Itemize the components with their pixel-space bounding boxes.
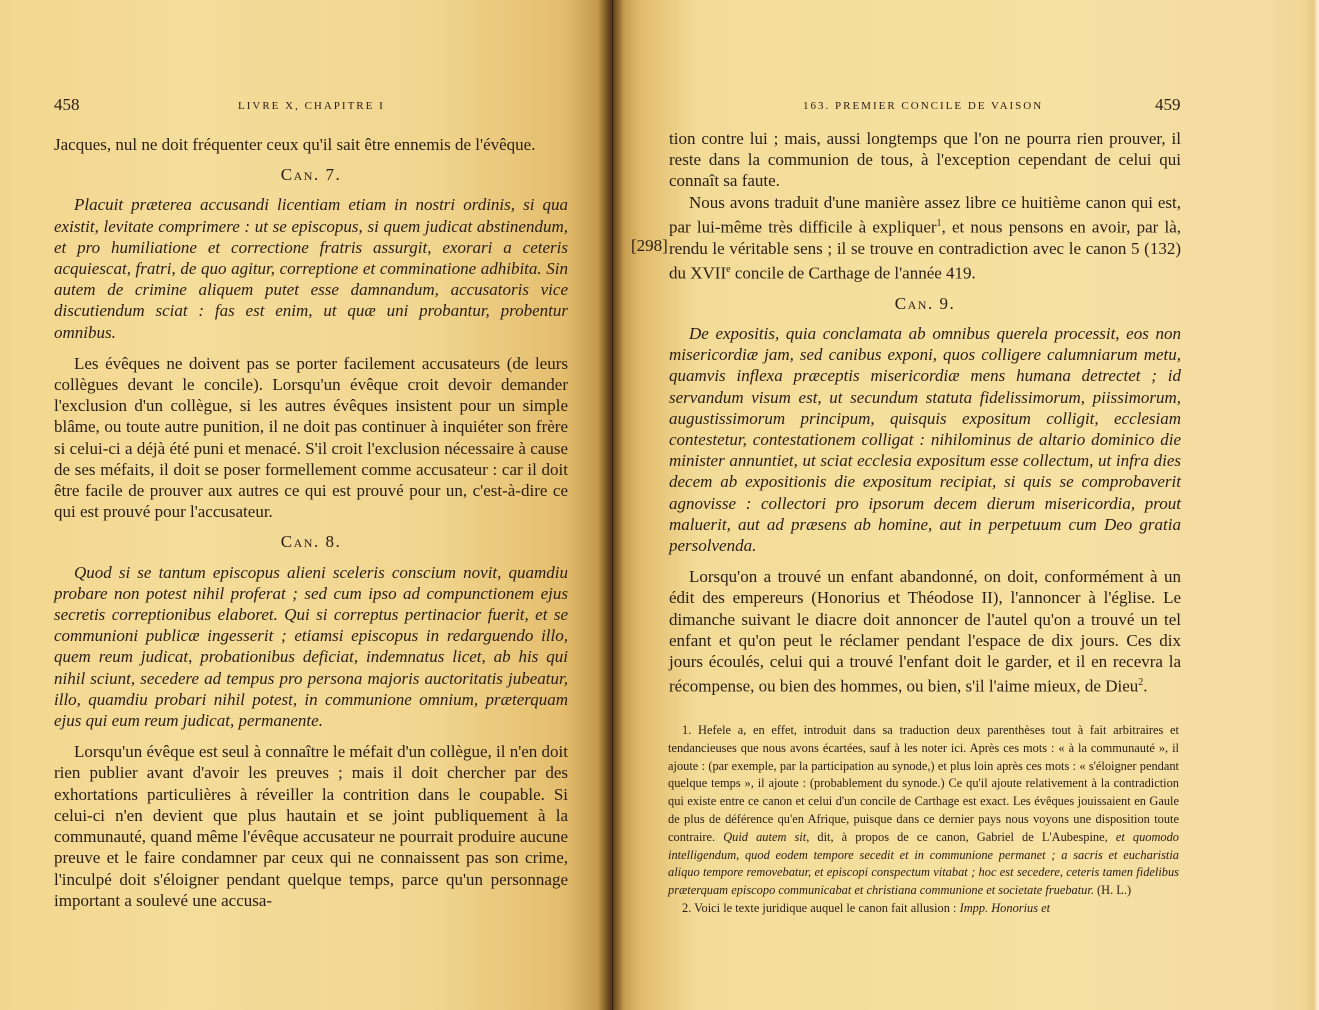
continuation-paragraph: tion contre lui ; mais, aussi longtemps que l'on ne pourra rien prouver, il reste dans la communion de tous, à l'exception cependant de celui qui connaît sa faute. xyxy=(669,129,1181,191)
commentary-text-1: Nous avons traduit d'une manière assez libre ce huitième canon qui est, par lui-même très difficile à expliquer xyxy=(669,192,1181,237)
margin-page-reference: [298] xyxy=(631,236,668,255)
running-head-left: LIVRE X, CHAPITRE I xyxy=(238,100,385,112)
left-page-body xyxy=(54,134,568,911)
footnote-2-latin: Impp. Honorius et xyxy=(959,900,1051,915)
footnotes xyxy=(668,722,1179,918)
footnote-1-attribution: dit, à propos de ce canon, Gabriel de L'Aubespine, xyxy=(817,829,1108,844)
footnote-marker-2: 2 xyxy=(1138,677,1144,689)
canon-8-french: Lorsqu'un évêque est seul à connaître le méfait d'un collègue, il n'en doit rien publier avant d'avoir les preuves ; mais il doit chercher par des exhortations particulières à réveiller la contrition dans le coupable. Si celui-ci n'en devient que plus hautain et se joint publiquement à la communauté, quand même l'évêque accusateur ne pourrait produire aucune preuve et le faire condamner par ceux qui ne connaissent pas son crime, l'inculpé doit s'éloigner pendant quelque temps, parce qu'un personnage important a soulevé une accusa- xyxy=(54,742,569,910)
canon-9-heading: Can. 9. xyxy=(894,293,956,313)
canon-9-french xyxy=(669,566,1181,697)
canon-8-heading: Can. 8. xyxy=(280,532,342,552)
page-number-left: 458 xyxy=(54,95,80,114)
canon-9-latin: De expositis, quia conclamata ab omnibus querela processit, eos non misericordiæ jam, sed canibus exponi, quos colligere calumniarum metu, quamvis inflexa præceptis misericordiæ mens humana detrectet ; id servandum visum est, ut secundum statuta fidelissimorum, piissimorum, augustissimorum principum, quisquis expositum colligit, ecclesiam contestetur, contestationem colligat : nihilominus de altario dominico die minister annuntiet, ut sciat ecclesia expositum esse collectum, ut infra dies decem ab expositionis die expositum recipiat, si quis se comprobaverit agnovisse : collectori pro ipsorum decem dierum misericordia, prout maluerit, aut ad præsens ab homine, aut in perpetuum cum Deo gratia persolvenda. xyxy=(669,323,1181,555)
page-edge xyxy=(1305,0,1319,1010)
commentary-paragraph xyxy=(669,192,1181,284)
footnote-2-text: 2. Voici le texte juridique auquel le canon fait allusion : xyxy=(682,900,960,915)
footnote-1-latin-a: Quid autem sit, xyxy=(715,829,818,844)
canon-7-french: Les évêques ne doivent pas se porter facilement accusateurs (de leurs collègues devant le concile). Lorsqu'un évêque croit devoir demander l'exclusion d'un collègue, si les autres évêques insistent pour un simple blâme, ou toute autre punition, il ne doit pas continuer à inquiéter son frère si celui-ci a déjà été puni et menacé. S'il croit l'exclusion nécessaire à cause de ses méfaits, il doit se poser formellement comme accusateur : car il doit être facile de prouver aux autres ce qui est prouvé pour un, c'est-à-dire ce qui est prouvé pour l'accusateur. xyxy=(54,353,568,522)
canon-7-latin: Placuit præterea accusandi licentiam etiam in nostri ordinis, si qua existit, levitate comprimere : ut se episcopus, si quem judicat abstinendum, et pro humiliatione et correctione fratris assurgit, exorari a ceteris acquiescat, fratri, de quo agitur, correptione et comminatione adhibita. Sin autem de crimine aliquem putet esse damnandum, accusatoris vice discutiendum sciat : fas est enim, ut quæ uni probantur, probentur omnibus. xyxy=(54,195,568,342)
left-page xyxy=(0,0,612,1010)
right-page-body xyxy=(669,128,1181,697)
book-gutter xyxy=(598,0,624,1010)
footnote-marker-1: 1 xyxy=(936,217,942,229)
canon-9-french-text: Lorsqu'on a trouvé un enfant abandonné, on doit, conformément à un édit des empereurs (Honorius et Théodose II), l'annoncer à l'église. Le dimanche suivant le diacre doit annoncer de l'autel qu'on a trouvé un tel enfant et qu'on peut le réclamer pendant l'espace de dix jours. Ces dix jours écoulés, celui qui a trouvé l'enfant doit le garder, et il en recevra la récompense, ou bien des hommes, ou bien, s'il l'aime mieux, de Dieu xyxy=(669,567,1181,696)
page-number-right: 459 xyxy=(1155,95,1181,114)
canon-7-heading: Can. 7. xyxy=(280,165,342,185)
footnote-1-latin-b: et quomodo intelligendum, quod eodem tempore secedit et in communione permanet ; a sacris et eucharistia aliquo tempore removebatur, et episcopi conspectum vitabat ; hoc est secedere, ceteris tamen fidelibus præterquam episcopo communicabat et christiana communione et societate fruebatur. xyxy=(668,829,1179,898)
commentary-text-3: concile de Carthage de l'année 419. xyxy=(730,263,976,283)
footnote-2 xyxy=(668,900,1179,918)
footnote-1 xyxy=(668,722,1179,900)
running-head-right: 163. PREMIER CONCILE DE VAISON xyxy=(803,100,1044,112)
opening-paragraph: Jacques, nul ne doit fréquenter ceux qu'il sait être ennemis de l'évêque. xyxy=(54,135,536,154)
canon-8-latin: Quod si se tantum episcopus alieni sceleris conscium novit, quamdiu probare non potest nihil proferat ; sed cum ipso ad compunctionem ejus secretis correptionibus elaboret. Qui si correptus pertinacior fuerit, et se communioni publicæ ingesserit ; etiamsi episcopus in redarguendo illo, quem reum judicat, probationibus deficiat, indemnatus licet, ab his qui nihil sciunt, secedere ad tempus pro persona majoris auctoritatis jubeatur, illo, quamdiu probari nihil potest, in communione omnium, præterquam ejus qui eum reum judicat, permanente. xyxy=(54,562,568,731)
footnote-1-text: 1. Hefele a, en effet, introduit dans sa traduction deux parenthèses tout à fait arbitraires et tendancieuses que nous avons écartées, sauf à les noter ici. Après ces mots : « à la communauté », il ajoute : (par exemple, par la participation au synode,) et plus loin après ces mots : « s'éloigner pendant quelque temps », il ajoute : (probablement du synode.) Ce qu'il ajoute relativement à la contradiction qui existe entre ce canon et celui d'un concile de Carthage est exact. Les évêques jouissaient en Gaule de plus de déférence qu'en Afrique, puisque dans ce dernier pays nous voyons une disposition toute contraire. xyxy=(668,723,1179,844)
canon-9-french-end: . xyxy=(1143,676,1148,696)
footnote-1-signature: (H. L.) xyxy=(1093,883,1132,898)
commentary-text-2: , et nous pensons en avoir, par là, rendu le véritable sens ; il se trouve en contradiction avec le canon 5 (132) du XVII xyxy=(669,217,1181,283)
ordinal-superscript: e xyxy=(726,263,731,275)
